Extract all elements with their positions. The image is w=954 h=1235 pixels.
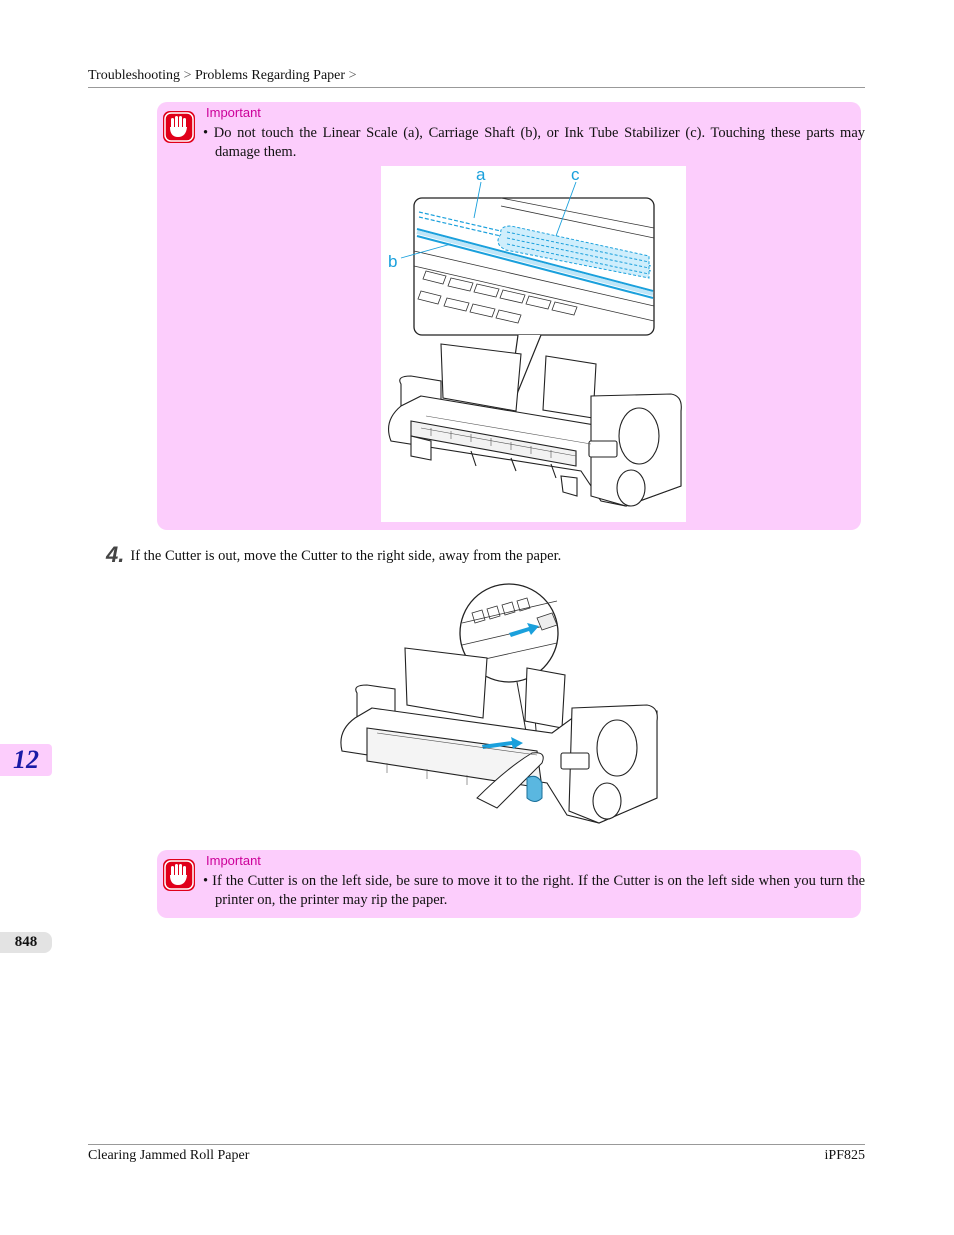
step-text: If the Cutter is out, move the Cutter to the right side, away from the paper. xyxy=(130,548,562,564)
footer-section-title: Clearing Jammed Roll Paper xyxy=(88,1148,250,1163)
label-a: a xyxy=(476,166,486,184)
breadcrumb-separator: > xyxy=(348,68,357,83)
important-note-2 xyxy=(157,850,865,918)
step-number: 4. xyxy=(106,542,125,567)
page-number: 848 xyxy=(0,932,52,953)
breadcrumb-item-problems-regarding-paper[interactable]: Problems Regarding Paper xyxy=(194,68,346,83)
step-4 xyxy=(106,542,562,567)
important-body: Do not touch the Linear Scale (a), Carriage Shaft (b), or Ink Tube Stabilizer (c). Touching these parts may damage them. xyxy=(213,125,866,160)
label-c: c xyxy=(571,166,580,184)
footer-model-name: iPF825 xyxy=(824,1148,865,1163)
footer xyxy=(88,1144,865,1165)
stop-hand-icon xyxy=(162,110,196,144)
printer-parts-illustration xyxy=(381,166,686,522)
important-text xyxy=(203,872,865,910)
important-title: Important xyxy=(206,105,261,120)
important-body: If the Cutter is on the left side, be sure to move it to the right. If the Cutter is on the left side when you turn the printer on, the printer may rip the paper. xyxy=(212,873,865,908)
chapter-tab[interactable]: 12 xyxy=(0,744,52,776)
move-cutter-illustration xyxy=(337,583,661,838)
breadcrumb-item-troubleshooting[interactable]: Troubleshooting xyxy=(88,68,181,83)
stop-hand-icon xyxy=(162,858,196,892)
important-text xyxy=(203,124,865,162)
important-title: Important xyxy=(206,853,261,868)
breadcrumb-separator: > xyxy=(183,68,192,83)
label-b: b xyxy=(388,252,398,271)
bullet: • xyxy=(203,125,209,141)
breadcrumb xyxy=(88,67,865,88)
bullet: • xyxy=(203,873,209,889)
